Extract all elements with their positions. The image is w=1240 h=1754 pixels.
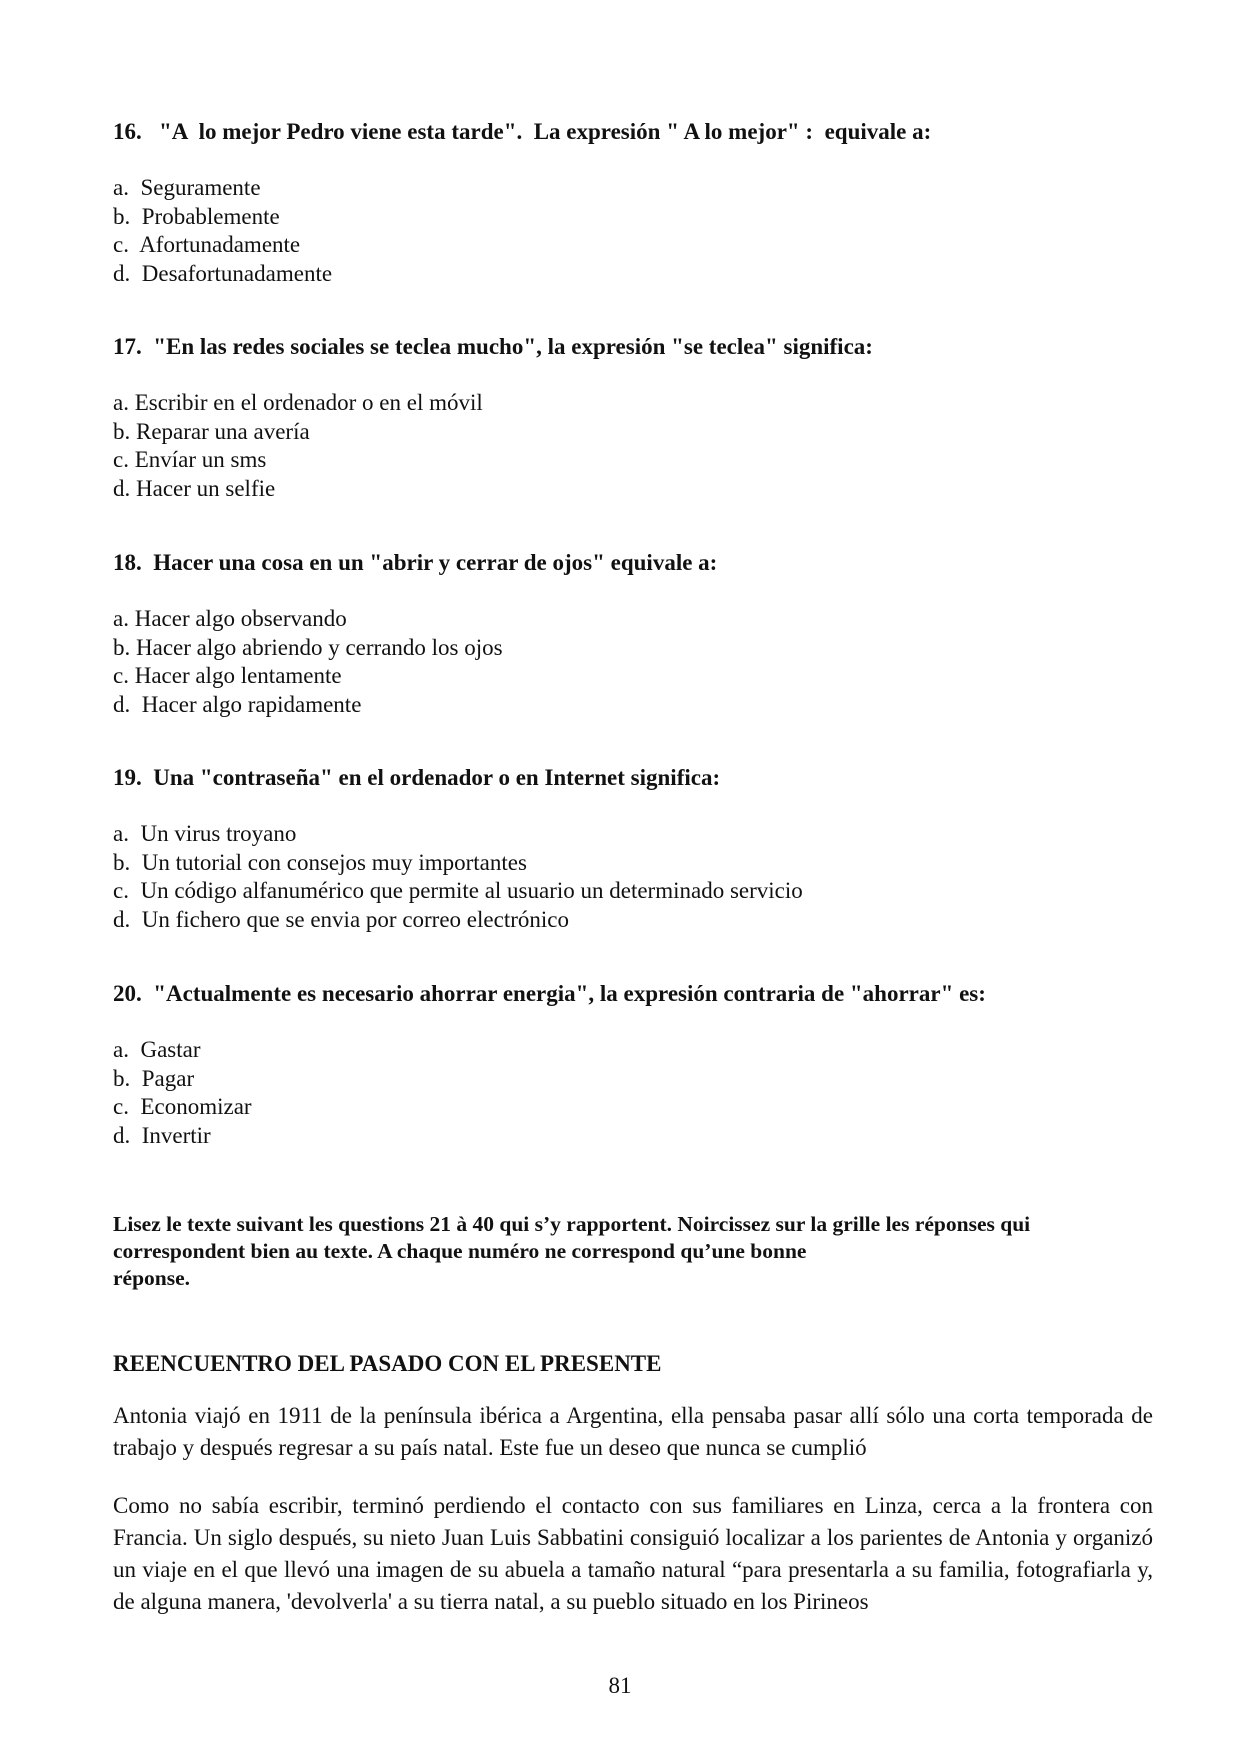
question-18 — [113, 549, 1153, 720]
instructions-text — [113, 1211, 1153, 1292]
option-c: c. Economizar — [113, 1094, 252, 1120]
option-d: d. Hacer algo rapidamente — [113, 692, 362, 718]
option-list — [113, 1036, 1153, 1151]
option-d: d. Un fichero que se envia por correo electrónico — [113, 907, 569, 933]
option-b: b. Hacer algo abriendo y cerrando los ojos — [113, 634, 503, 660]
option-d: d. Desafortunadamente — [113, 261, 333, 287]
option-c: c. Hacer algo lentamente — [113, 663, 342, 689]
question-title: 19. Una "contraseña" en el ordenador o en Internet significa: — [113, 765, 721, 790]
instructions-line: réponse. — [113, 1266, 191, 1290]
option-a: a. Gastar — [113, 1037, 201, 1062]
question-title: 16. "A lo mejor Pedro viene esta tarde". La expresión " A lo mejor" : equivale a: — [113, 119, 932, 144]
option-c: c. Envíar un sms — [113, 447, 267, 473]
instructions-line: correspondent bien au texte. A chaque numéro ne correspond qu’une bonne — [113, 1239, 807, 1263]
option-a: a. Escribir en el ordenador o en el móvil — [113, 390, 483, 415]
option-list — [113, 820, 1153, 935]
question-title: 17. "En las redes sociales se teclea mucho", la expresión "se teclea" significa: — [113, 334, 873, 359]
reading-paragraph-1: Antonia viajó en 1911 de la península ibérica a Argentina, ella pensaba pasar allí sólo una corta temporada de trabajo y después regresar a su país natal. Este fue un deseo que nunca se cumplió — [113, 1403, 1153, 1460]
reading-paragraph-2: Como no sabía escribir, terminó perdiendo el contacto con sus familiares en Linza, cerca a la frontera con Francia. Un siglo después, su nieto Juan Luis Sabbatini consiguió localizar a los parientes de Antonia y organizó un viaje en el que llevó una imagen de su abuela a tamaño natural “para presentarla a su familia, fotografiarla y, de alguna manera, 'devolverla' a su tierra natal, a su pueblo situado en los Pirineos — [113, 1493, 1153, 1614]
option-c: c. Un código alfanumérico que permite al usuario un determinado servicio — [113, 878, 803, 904]
question-19 — [113, 764, 1153, 935]
option-d: d. Invertir — [113, 1123, 211, 1149]
page-number: 81 — [608, 1673, 632, 1698]
option-a: a. Seguramente — [113, 175, 261, 200]
option-b: b. Probablemente — [113, 203, 280, 229]
option-c: c. Afortunadamente — [113, 232, 301, 258]
instructions-line: Lisez le texte suivant les questions 21 à 40 qui s’y rapportent. Noircissez sur la grille les réponses qui — [113, 1212, 1031, 1236]
option-list — [113, 389, 1153, 504]
option-a: a. Un virus troyano — [113, 821, 297, 846]
question-title: 18. Hacer una cosa en un "abrir y cerrar de ojos" equivale a: — [113, 550, 718, 575]
reading-title: REENCUENTRO DEL PASADO CON EL PRESENTE — [113, 1351, 662, 1376]
question-16 — [113, 118, 1153, 289]
option-d: d. Hacer un selfie — [113, 476, 276, 502]
question-20 — [113, 980, 1153, 1151]
option-b: b. Reparar una avería — [113, 418, 310, 444]
question-title: 20. "Actualmente es necesario ahorrar energia", la expresión contraria de "ahorrar" es: — [113, 981, 986, 1006]
option-list — [113, 174, 1153, 289]
option-a: a. Hacer algo observando — [113, 606, 347, 631]
option-b: b. Un tutorial con consejos muy importantes — [113, 849, 527, 875]
option-b: b. Pagar — [113, 1065, 195, 1091]
option-list — [113, 605, 1153, 720]
question-17 — [113, 333, 1153, 504]
